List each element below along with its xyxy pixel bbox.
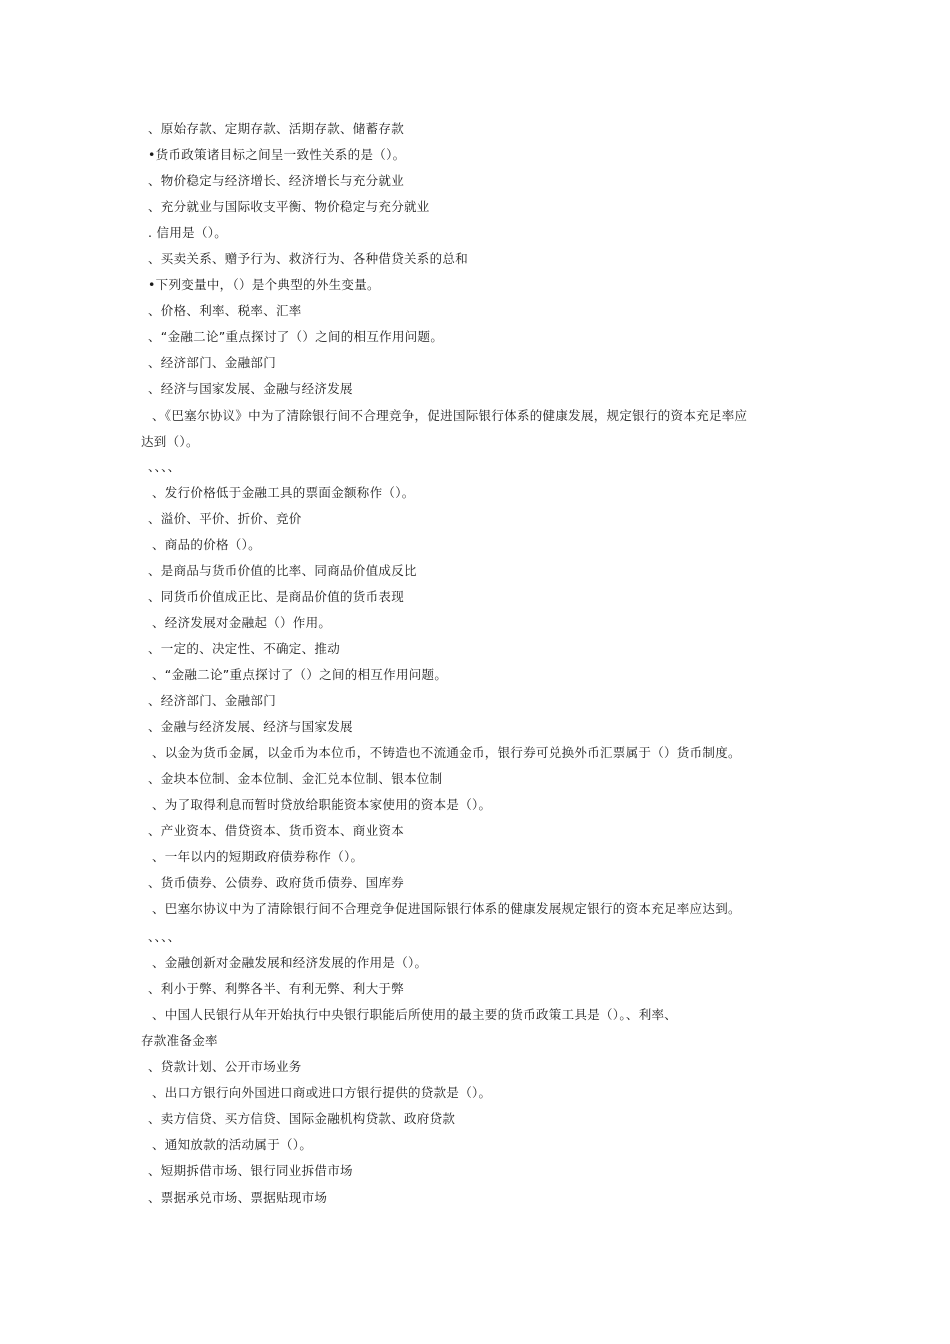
text-line: 、贷款计划、公开市场业务: [148, 1059, 302, 1074]
text-line: . 信用是（）。: [148, 225, 228, 240]
text-line: 、《巴塞尔协议》中为了清除银行间不合理竞争，促进国际银行体系的健康发展，规定银行的资本充足率应: [152, 408, 748, 423]
text-line: 、以金为货币金属，以金币为本位币，不铸造也不流通金币，银行券可兑换外币汇票属于（）货币制度。: [152, 745, 741, 760]
text-line: 、金块本位制、金本位制、金汇兑本位制、银本位制: [148, 771, 443, 786]
text-line: 、金融与经济发展、经济与国家发展: [148, 719, 353, 734]
text-line: 、利小于弊、利弊各半、有利无弊、利大于弊: [148, 981, 405, 996]
text-line: 、经济发展对金融起（）作用。: [152, 615, 332, 630]
text-line: 、买卖关系、赠予行为、救济行为、各种借贷关系的总和: [148, 251, 469, 266]
text-line: 、经济部门、金融部门: [148, 693, 277, 708]
text-line: 、“金融二论”重点探讨了（）之间的相互作用问题。: [148, 329, 444, 344]
text-line: 、价格、利率、税率、汇率: [148, 303, 302, 318]
text-line: 、同货币价值成正比、是商品价值的货币表现: [148, 589, 405, 604]
text-line: 、经济部门、金融部门: [148, 355, 277, 370]
text-line: 、为了取得利息而暂时贷放给职能资本家使用的资本是（）。: [152, 797, 492, 812]
text-line: 、充分就业与国际收支平衡、物价稳定与充分就业: [148, 199, 430, 214]
text-line: 、是商品与货币价值的比率、同商品价值成反比: [148, 563, 417, 578]
text-line: 、经济与国家发展、金融与经济发展: [148, 381, 353, 396]
text-line: 、溢价、平价、折价、竞价: [148, 511, 302, 526]
text-line: 达到（）。: [141, 434, 199, 449]
text-line: 、物价稳定与经济增长、经济增长与充分就业: [148, 173, 405, 188]
text-line: 、一定的、决定性、不确定、推动: [148, 641, 341, 656]
text-line: 、卖方信贷、买方信贷、国际金融机构贷款、政府贷款: [148, 1111, 456, 1126]
text-line: 、短期拆借市场、银行同业拆借市场: [148, 1163, 353, 1178]
text-line: 、通知放款的活动属于（）。: [152, 1137, 313, 1152]
text-line: 、、、、: [148, 929, 181, 944]
text-line: 、“金融二论”重点探讨了（）之间的相互作用问题。: [152, 667, 448, 682]
text-line: •下列变量中，（）是个典型的外生变量。: [148, 277, 380, 292]
text-line: 、商品的价格（）。: [152, 537, 261, 552]
text-line: 、中国人民银行从年开始执行中央银行职能后所使用的最主要的货币政策工具是（）。、利率、: [152, 1007, 678, 1022]
text-line: 、出口方银行向外国进口商或进口方银行提供的贷款是（）。: [152, 1085, 492, 1100]
text-line: 、金融创新对金融发展和经济发展的作用是（）。: [152, 955, 428, 970]
text-line: •货币政策诸目标之间呈一致性关系的是（）。: [148, 147, 406, 162]
text-line: 、票据承兑市场、票据贴现市场: [148, 1190, 328, 1205]
text-line: 、巴塞尔协议中为了清除银行间不合理竞争促进国际银行体系的健康发展规定银行的资本充足率应达到。: [152, 901, 741, 916]
text-line: 、、、、: [148, 459, 181, 474]
text-line: 、原始存款、定期存款、活期存款、储蓄存款: [148, 121, 405, 136]
text-line: 、产业资本、借贷资本、货币资本、商业资本: [148, 823, 405, 838]
text-line: 、一年以内的短期政府债券称作（）。: [152, 849, 364, 864]
text-line: 存款准备金率: [141, 1033, 218, 1048]
text-line: 、货币债券、公债券、政府货币债券、国库券: [148, 875, 405, 890]
text-line: 、发行价格低于金融工具的票面金额称作（）。: [152, 485, 415, 500]
